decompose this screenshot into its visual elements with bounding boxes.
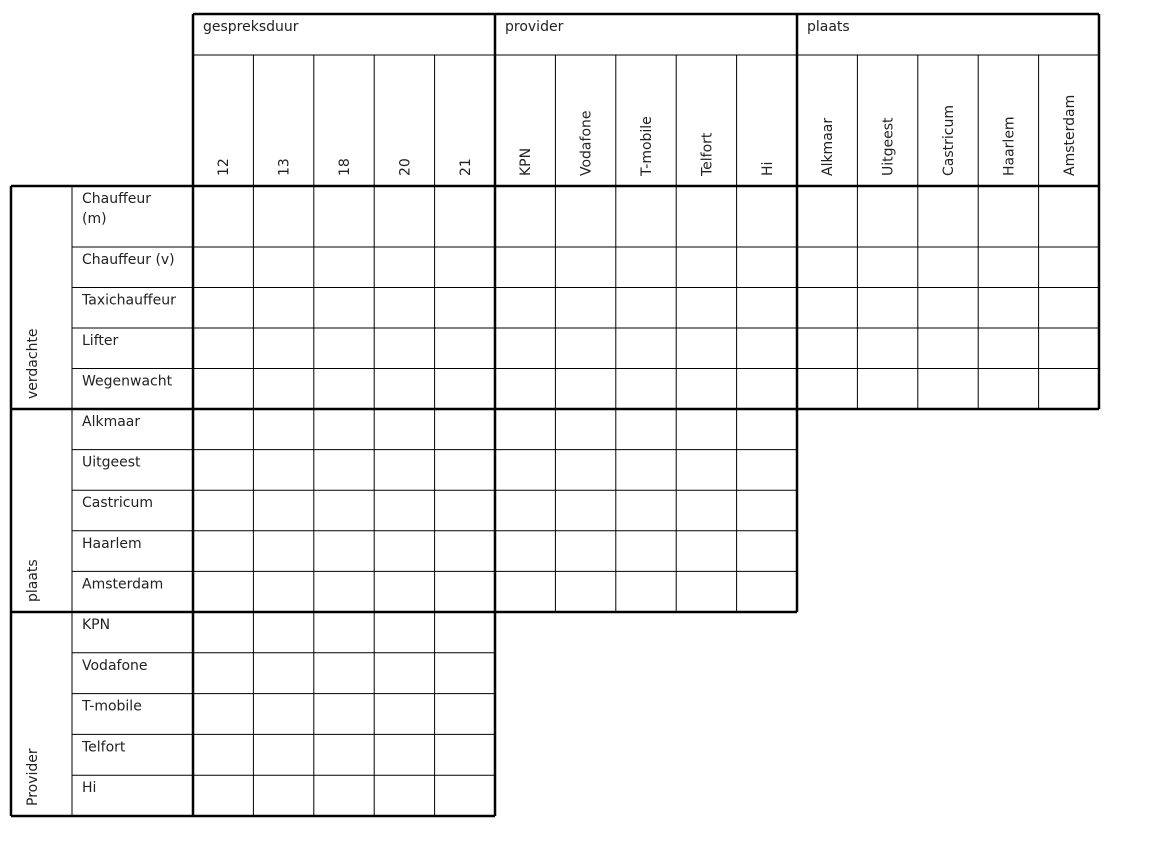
grid-cell[interactable] [858, 248, 916, 287]
grid-cell[interactable] [858, 370, 916, 409]
grid-cell[interactable] [254, 613, 312, 652]
grid-cell[interactable] [617, 329, 675, 368]
grid-cell[interactable] [1040, 329, 1098, 368]
grid-cell[interactable] [496, 532, 554, 571]
grid-cell[interactable] [194, 370, 252, 409]
column-header: Castricum [941, 105, 957, 176]
column-header: T-mobile [639, 116, 655, 176]
grid-cell[interactable] [556, 187, 614, 246]
column-header: 13 [276, 158, 293, 176]
grid-cell[interactable] [375, 695, 433, 734]
grid-cell[interactable] [496, 370, 554, 409]
grid-cell[interactable] [375, 735, 433, 774]
grid-cell[interactable] [254, 572, 312, 611]
grid-cell[interactable] [315, 654, 373, 693]
grid-cell[interactable] [738, 187, 796, 246]
grid-cell[interactable] [496, 329, 554, 368]
grid-cell[interactable] [617, 491, 675, 530]
grid-cell[interactable] [738, 410, 796, 449]
grid-cell[interactable] [617, 572, 675, 611]
grid-cell[interactable] [194, 572, 252, 611]
grid-cell[interactable] [979, 370, 1037, 409]
grid-cell[interactable] [617, 370, 675, 409]
row-group-title: plaats [25, 559, 41, 602]
grid-cell[interactable] [436, 613, 494, 652]
grid-cell[interactable] [436, 695, 494, 734]
grid-cell[interactable] [436, 289, 494, 328]
grid-cell[interactable] [556, 491, 614, 530]
column-header: Uitgeest [880, 117, 897, 176]
grid-cell[interactable] [436, 532, 494, 571]
grid-cell[interactable] [858, 329, 916, 368]
grid-cell[interactable] [496, 572, 554, 611]
grid-cell[interactable] [254, 735, 312, 774]
grid-cell[interactable] [315, 695, 373, 734]
grid-cell[interactable] [556, 532, 614, 571]
grid-cell[interactable] [375, 532, 433, 571]
grid-cell[interactable] [315, 613, 373, 652]
grid-cell[interactable] [194, 654, 252, 693]
row-header: Amsterdam [82, 576, 164, 593]
grid-cell[interactable] [315, 776, 373, 815]
grid-cell[interactable] [919, 289, 977, 328]
grid-cell[interactable] [436, 776, 494, 815]
grid-cell[interactable] [375, 572, 433, 611]
grid-cell[interactable] [919, 370, 977, 409]
column-header: 18 [337, 158, 353, 176]
column-header: Hi [759, 161, 776, 176]
grid-cell[interactable] [315, 491, 373, 530]
grid-cell[interactable] [496, 248, 554, 287]
grid-cell[interactable] [738, 248, 796, 287]
grid-cell[interactable] [617, 451, 675, 490]
row-header: Haarlem [82, 535, 142, 552]
grid-cell[interactable] [798, 248, 856, 287]
grid-cell[interactable] [617, 289, 675, 328]
grid-cell[interactable] [677, 491, 735, 530]
grid-cell[interactable] [194, 532, 252, 571]
grid-cell[interactable] [677, 572, 735, 611]
grid-cells [194, 187, 1098, 815]
grid-lines [11, 14, 1099, 816]
column-header: Alkmaar [820, 117, 837, 176]
row-header: KPN [82, 617, 111, 633]
row-header: Alkmaar [82, 414, 141, 430]
grid-cell[interactable] [919, 187, 977, 246]
grid-cell[interactable] [1040, 370, 1098, 409]
grid-cell[interactable] [677, 532, 735, 571]
grid-cell[interactable] [375, 451, 433, 490]
grid-cell[interactable] [194, 776, 252, 815]
grid-cell[interactable] [254, 289, 312, 328]
row-group-title: verdachte [25, 328, 41, 399]
grid-cell[interactable] [375, 248, 433, 287]
grid-cell[interactable] [194, 451, 252, 490]
grid-cell[interactable] [436, 451, 494, 490]
column-header: Vodafone [578, 110, 595, 176]
grid-cell[interactable] [254, 410, 312, 449]
column-header: Telfort [699, 132, 716, 176]
grid-cell[interactable] [315, 187, 373, 246]
grid-cell[interactable] [194, 187, 252, 246]
grid-cell[interactable] [315, 572, 373, 611]
grid-cell[interactable] [798, 370, 856, 409]
grid-cell[interactable] [738, 289, 796, 328]
grid-cell[interactable] [677, 329, 735, 368]
grid-cell[interactable] [979, 248, 1037, 287]
column-group-title: gespreksduur [203, 19, 299, 35]
grid-cell[interactable] [194, 289, 252, 328]
grid-cell[interactable] [677, 451, 735, 490]
grid-cell[interactable] [556, 289, 614, 328]
grid-cell[interactable] [556, 451, 614, 490]
grid-cell[interactable] [677, 370, 735, 409]
grid-cell[interactable] [496, 491, 554, 530]
row-group-title: Provider [25, 748, 41, 806]
grid-cell[interactable] [375, 289, 433, 328]
column-group-title: provider [505, 19, 564, 35]
grid-cell[interactable] [436, 735, 494, 774]
grid-cell[interactable] [617, 248, 675, 287]
grid-cell[interactable] [194, 491, 252, 530]
column-group-title: plaats [807, 19, 850, 35]
grid-cell[interactable] [315, 735, 373, 774]
grid-cell[interactable] [315, 289, 373, 328]
grid-cell[interactable] [556, 572, 614, 611]
grid-cell[interactable] [677, 410, 735, 449]
grid-cell[interactable] [556, 370, 614, 409]
grid-cell[interactable] [254, 451, 312, 490]
grid-cell[interactable] [254, 491, 312, 530]
grid-cell[interactable] [254, 187, 312, 246]
grid-cell[interactable] [496, 289, 554, 328]
column-header: Amsterdam [1061, 94, 1078, 176]
grid-cell[interactable] [738, 451, 796, 490]
row-header: Chauffeur (v) [82, 252, 175, 268]
grid-cell[interactable] [375, 491, 433, 530]
grid-cell[interactable] [254, 695, 312, 734]
grid-cell[interactable] [194, 248, 252, 287]
grid-cell[interactable] [858, 289, 916, 328]
column-header: KPN [518, 147, 535, 176]
grid-cell[interactable] [436, 187, 494, 246]
grid-cell[interactable] [738, 532, 796, 571]
grid-cell[interactable] [254, 532, 312, 571]
row-header: Lifter [82, 333, 119, 349]
grid-cell[interactable] [315, 410, 373, 449]
grid-cell[interactable] [315, 248, 373, 287]
grid-cell[interactable] [1040, 289, 1098, 328]
column-header: Haarlem [1001, 116, 1018, 176]
row-header: T-mobile [82, 698, 142, 715]
column-header: 12 [216, 158, 233, 176]
grid-cell[interactable] [798, 329, 856, 368]
grid-cell[interactable] [254, 248, 312, 287]
grid-cell[interactable] [1040, 248, 1098, 287]
grid-cell[interactable] [798, 187, 856, 246]
grid-cell[interactable] [194, 695, 252, 734]
grid-cell[interactable] [919, 329, 977, 368]
grid-cell[interactable] [979, 329, 1037, 368]
grid-cell[interactable] [375, 370, 433, 409]
grid-cell[interactable] [194, 329, 252, 368]
grid-cell[interactable] [436, 654, 494, 693]
grid-cell[interactable] [738, 370, 796, 409]
grid-cell[interactable] [798, 289, 856, 328]
grid-cell[interactable] [738, 491, 796, 530]
grid-cell[interactable] [194, 613, 252, 652]
grid-cell[interactable] [496, 187, 554, 246]
grid-cell[interactable] [194, 410, 252, 449]
grid-cell[interactable] [556, 248, 614, 287]
grid-cell[interactable] [315, 532, 373, 571]
grid-cell[interactable] [375, 187, 433, 246]
row-header: Taxichauffeur [82, 292, 176, 309]
grid-cell[interactable] [677, 289, 735, 328]
row-header: Wegenwacht [82, 373, 173, 390]
grid-cell[interactable] [738, 329, 796, 368]
grid-cell[interactable] [254, 776, 312, 815]
grid-cell[interactable] [315, 451, 373, 490]
grid-cell[interactable] [375, 654, 433, 693]
grid-cell[interactable] [375, 410, 433, 449]
column-header: 20 [397, 158, 414, 176]
grid-cell[interactable] [375, 776, 433, 815]
row-header: Chauffeur (m) [82, 191, 151, 227]
grid-cell[interactable] [436, 491, 494, 530]
grid-cell[interactable] [556, 410, 614, 449]
row-header: Vodafone [82, 657, 148, 674]
grid-cell[interactable] [617, 532, 675, 571]
grid-cell[interactable] [858, 187, 916, 246]
grid-cell[interactable] [436, 248, 494, 287]
grid-cell[interactable] [315, 370, 373, 409]
grid-cell[interactable] [979, 289, 1037, 328]
grid-cell[interactable] [617, 410, 675, 449]
column-header: 21 [457, 158, 474, 176]
grid-cell[interactable] [738, 572, 796, 611]
grid-cell[interactable] [1040, 187, 1098, 246]
row-header: Telfort [82, 739, 126, 756]
grid-cell[interactable] [436, 410, 494, 449]
grid-cell[interactable] [254, 329, 312, 368]
grid-cell[interactable] [436, 329, 494, 368]
grid-cell[interactable] [194, 735, 252, 774]
grid-cell[interactable] [617, 187, 675, 246]
grid-cell[interactable] [375, 329, 433, 368]
grid-cell[interactable] [556, 329, 614, 368]
grid-cell[interactable] [677, 248, 735, 287]
grid-cell[interactable] [254, 370, 312, 409]
grid-cell[interactable] [677, 187, 735, 246]
grid-cell[interactable] [979, 187, 1037, 246]
grid-cell[interactable] [375, 613, 433, 652]
grid-cell[interactable] [315, 329, 373, 368]
row-header: Castricum [82, 495, 153, 512]
grid-cell[interactable] [436, 572, 494, 611]
row-header: Uitgeest [82, 454, 141, 471]
grid-cell[interactable] [496, 410, 554, 449]
grid-cell[interactable] [496, 451, 554, 490]
grid-cell[interactable] [254, 654, 312, 693]
row-header: Hi [82, 780, 97, 797]
grid-cell[interactable] [436, 370, 494, 409]
grid-cell[interactable] [919, 248, 977, 287]
